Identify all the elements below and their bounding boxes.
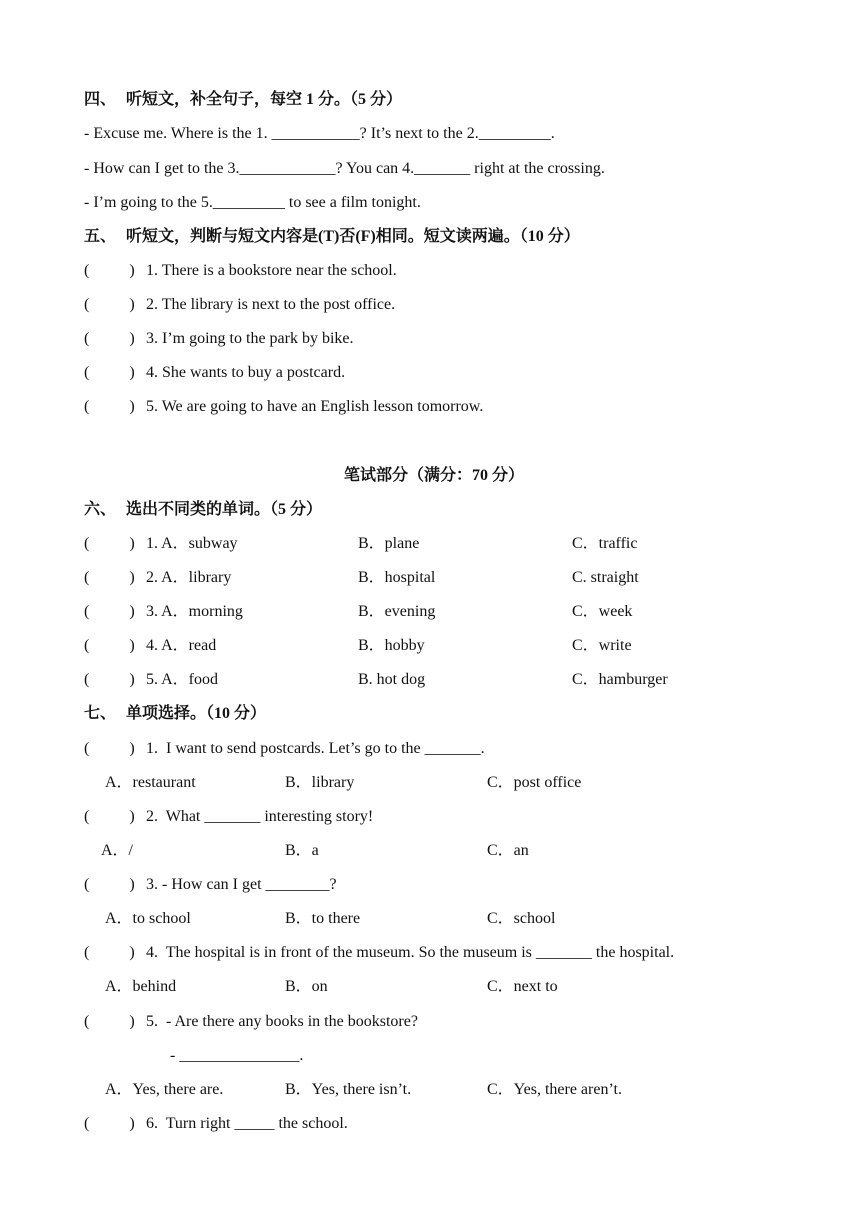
section7-q6-text: 6. Turn right _____ the school. — [146, 1115, 348, 1132]
section7-q6-paren: ( ) — [84, 1115, 135, 1132]
section7-q2-option-c: C．an — [487, 842, 529, 859]
section5-item-2-paren: ( ) — [84, 296, 135, 313]
section6-title: 选出不同类的单词。（5 分） — [126, 501, 323, 518]
section6-heading — [84, 500, 322, 520]
section7-q3-option-c: C．school — [487, 910, 556, 927]
section7-q4-paren: ( ) — [84, 944, 135, 961]
section4-number: 四、 — [84, 91, 117, 108]
section4-line-2: - How can I get to the 3.____________? You can 4._______ right at the crossing. — [84, 160, 605, 177]
section6-item-2-c: C. straight — [572, 569, 639, 586]
section5-item-1-paren: ( ) — [84, 262, 135, 279]
section7-q2-text: 2. What _______ interesting story! — [146, 808, 374, 825]
section6-item-3-a: 3. A．morning — [146, 603, 243, 620]
section6-item-1-b: B．plane — [358, 535, 420, 552]
section7-q5-option-b: B．Yes, there isn’t. — [285, 1081, 412, 1098]
section7-q5-paren: ( ) — [84, 1013, 135, 1030]
section6-item-2-b: B．hospital — [358, 569, 436, 586]
section5-item-2-text: 2. The library is next to the post office. — [146, 296, 396, 313]
section5-heading — [84, 227, 580, 247]
section6-item-3-paren: ( ) — [84, 603, 135, 620]
section5-item-1-text: 1. There is a bookstore near the school. — [146, 262, 397, 279]
section7-q2-option-b: B．a — [285, 842, 319, 859]
section7-heading — [84, 704, 266, 724]
section5-item-5-paren: ( ) — [84, 398, 135, 415]
section7-q3-option-b: B．to there — [285, 910, 361, 927]
section6-item-3-b: B．evening — [358, 603, 436, 620]
section6-item-4-a: 4. A．read — [146, 637, 217, 654]
written-part-title: 笔试部分（满分：70 分） — [343, 467, 524, 484]
section7-q5-option-c: C．Yes, there aren’t. — [487, 1081, 622, 1098]
section6-number: 六、 — [84, 501, 117, 518]
section7-q4-text: 4. The hospital is in front of the museum. So the museum is _______ the hospital. — [146, 944, 675, 961]
section6-item-1-a: 1. A．subway — [146, 535, 238, 552]
section7-q1-text: 1. I want to send postcards. Let’s go to the _______. — [146, 740, 485, 757]
section7-q1-option-a: A．restaurant — [105, 774, 196, 791]
section7-q4-option-c: C．next to — [487, 978, 558, 995]
section7-q3-text: 3. - How can I get ________? — [146, 876, 337, 893]
section7-q1-option-c: C．post office — [487, 774, 582, 791]
section6-item-2-paren: ( ) — [84, 569, 135, 586]
section7-title: 单项选择。（10 分） — [126, 705, 267, 722]
section5-item-4-paren: ( ) — [84, 364, 135, 381]
section5-item-5-text: 5. We are going to have an English lesson tomorrow. — [146, 398, 484, 415]
section7-q3-option-a: A．to school — [105, 910, 191, 927]
section4-title: 听短文，补全句子，每空 1 分。（5 分） — [126, 91, 403, 108]
section7-q2-paren: ( ) — [84, 808, 135, 825]
section6-item-3-c: C．week — [572, 603, 633, 620]
section7-number: 七、 — [84, 705, 117, 722]
section7-q5-option-a: A．Yes, there are. — [105, 1081, 224, 1098]
section5-item-3-text: 3. I’m going to the park by bike. — [146, 330, 354, 347]
section4-line-1: - Excuse me. Where is the 1. ___________? It’s next to the 2._________. — [84, 125, 555, 142]
section4-heading — [84, 90, 402, 110]
section6-item-1-paren: ( ) — [84, 535, 135, 552]
section7-q5-answer-line: - _______________. — [170, 1047, 304, 1064]
section7-q4-option-b: B．on — [285, 978, 328, 995]
section6-item-1-c: C．traffic — [572, 535, 638, 552]
section6-item-5-b: B. hot dog — [358, 671, 426, 688]
section5-number: 五、 — [84, 228, 117, 245]
section5-item-3-paren: ( ) — [84, 330, 135, 347]
section6-item-5-a: 5. A．food — [146, 671, 219, 688]
section7-q3-paren: ( ) — [84, 876, 135, 893]
section7-q4-option-a: A．behind — [105, 978, 177, 995]
section7-q2-option-a: A．/ — [101, 842, 134, 859]
section7-q5-text: 5. - Are there any books in the bookstore? — [146, 1013, 418, 1030]
section5-title: 听短文，判断与短文内容是(T)否(F)相同。短文读两遍。（10 分） — [126, 228, 580, 245]
section6-item-4-c: C．write — [572, 637, 632, 654]
section7-q1-option-b: B．library — [285, 774, 355, 791]
section5-item-4-text: 4. She wants to buy a postcard. — [146, 364, 346, 381]
section6-item-4-paren: ( ) — [84, 637, 135, 654]
section6-item-2-a: 2. A．library — [146, 569, 232, 586]
section6-item-5-c: C．hamburger — [572, 671, 668, 688]
section6-item-5-paren: ( ) — [84, 671, 135, 688]
section6-item-4-b: B．hobby — [358, 637, 425, 654]
section7-q1-paren: ( ) — [84, 740, 135, 757]
section4-line-3: - I’m going to the 5._________ to see a film tonight. — [84, 194, 421, 211]
